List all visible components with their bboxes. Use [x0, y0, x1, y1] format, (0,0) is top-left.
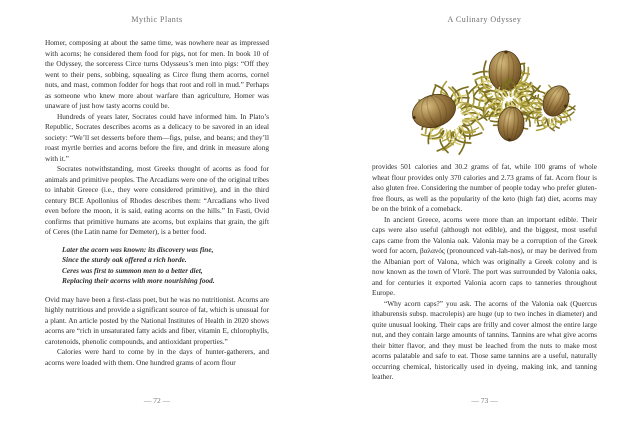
body-paragraph: Calories were hard to come by in the days of hunter-gatherers, and acorns were loaded with them. One hundred grams of acorn flour	[45, 347, 269, 367]
quote-line: Since the sturdy oak offered a rich horde.	[62, 255, 187, 264]
right-running-head: A Culinary Odyssey	[447, 15, 522, 24]
body-paragraph: Homer, composing at about the same time, was nowhere near as impressed with acorns; he considered them food for pigs, not for men. In book 10 of the Odyssey, the sorceress Circe turns Odysseus’s men into pigs: “Off they went to their pens, sobbing, squealing as Circe flung them acorns, cornel nuts, and mast, common fodder for hogs that root and roll in mud.” Perhaps as someone who knew more about warfare than agriculture, Homer was unaware of just how tasty acorns could be.	[45, 38, 269, 110]
right-page-number: — 73 —	[471, 396, 498, 405]
body-paragraph: Socrates notwithstanding, most Greeks thought of acorns as food for animals and primitive peoples. The Arcadians were one of the original tribes to inhabit Greece (i.e., they were considered primitive), and in the third century BCE Apollonius of Rhodes describes them: “Arcadians who lived even before the moon, it is said, eating acorns on the hills.” In Fasti, Ovid confirms that primitive humans ate acorns, but explains that grain, the gift of Ceres (the Latin name for Demeter), is a better food.	[45, 164, 269, 236]
body-paragraph: Ovid may have been a first-class poet, but he was no nutritionist. Acorns are highly nutritious and provide a significant source of fat, which is unusual for a plant. An article posted by the National Institutes of Health in 2020 shows acorns are “rich in unsaturated fatty acids and fiber, vitamin E, chlorophylls, carotenoids, phenolic compounds, and antioxidant properties.”	[45, 294, 269, 346]
left-running-head: Mythic Plants	[131, 15, 183, 24]
body-paragraph: Hundreds of years later, Socrates could have informed him. In Plato’s Republic, Socrates describes acorns as a delicacy to be savored in an ideal society: “We’ll set desserts before them—figs, pulse, and beans; and they’ll roast myrtle berries and acorns before the fire, and drink in measure along with it.”	[45, 111, 269, 163]
ovid-verse-quote	[62, 245, 269, 287]
quote-line: Later the acorn was known: its discovery was fine,	[62, 244, 214, 254]
left-text-column	[45, 38, 269, 368]
left-paragraphs	[45, 38, 269, 238]
body-paragraph: “Why acorn caps?” you ask. The acorns of the Valonia oak (Quercus ithaburensis subsp. macrolepis) are huge (up to two inches in diameter) and quite unusual looking. Their caps are frilly and cover almost the entire large nut, and they contain large amounts of tannins. Tannins are what give acorns their bitter flavor, and they must be leached from the nuts to make most acorns palatable and safe to eat. Those same tannins are a useful, naturally occurring chemical, historically used in dyeing, making ink, and tanning leather.	[372, 298, 597, 381]
left-paragraphs-after-quote	[45, 295, 269, 369]
quote-line: Replacing their acorns with more nourishing food.	[62, 276, 215, 285]
right-text-column	[372, 162, 597, 383]
right-paragraphs	[372, 162, 597, 383]
body-paragraph: In ancient Greece, acorns were more than an important edible. Their caps were also useful (although not edible), and the biggest, most useful caps came from the Valonia oak. Valonia may be a corruption of the Greek word for acorn, βαλανός (pronounced vah-lah-nos), or may be derived from the Albanian port of Valona, which was originally a Greek colony and is now known as the town of Vlorë. The port was surrounded by Valonia oaks, and for centuries it exported Valonia acorn caps to tanneries throughout Europe.	[372, 214, 597, 297]
quote-line: Ceres was first to summon men to a better diet,	[62, 265, 203, 275]
body-paragraph: provides 501 calories and 30.2 grams of fat, while 100 grams of whole wheat flour provides only 370 calories and 2.73 grams of fat. Acorn flour is also gluten free. Considering the number of people today who prefer gluten-free flours, as well as the popularity of the keto (high fat) diet, acorns may be on the brink of a comeback.	[372, 162, 597, 213]
left-page-number: — 72 —	[143, 396, 171, 405]
valonia-acorns-illustration	[408, 40, 590, 160]
